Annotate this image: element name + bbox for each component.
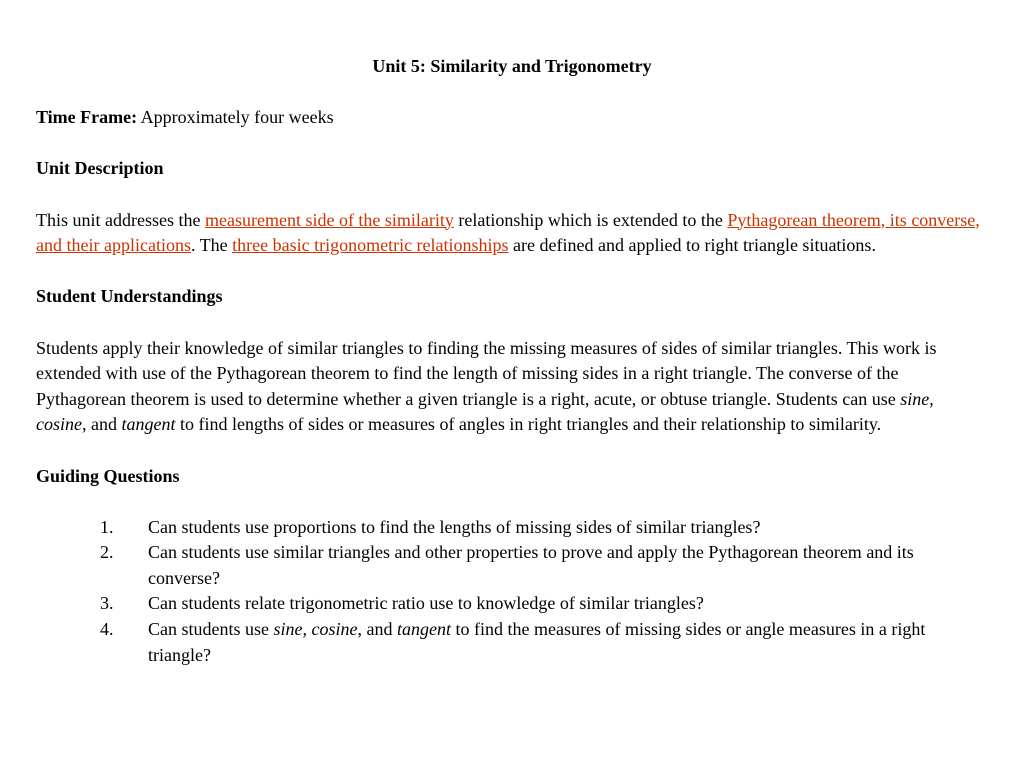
list-item [36,515,988,541]
tangent-term: tangent [121,414,176,435]
list-item-number: 4. [100,619,114,640]
unit-description-heading: Unit Description [36,158,164,179]
time-frame-value: Approximately four weeks [140,107,334,128]
list-item-text: Can students relate trigonometric ratio use to knowledge of similar triangles? [148,593,704,614]
time-frame-label: Time Frame: [36,107,138,128]
list-item-number: 1. [100,516,114,537]
tangent-term: tangent [396,619,451,640]
list-item-text: Can students use proportions to find the lengths of missing sides of similar triangles? [148,516,761,537]
list-item-text: Can students use similar triangles and other properties to prove and apply the Pythagorean theorem and its converse? [148,542,914,588]
unit-description-paragraph [36,208,988,259]
list-item-text: Can students use [148,619,274,640]
list-item [36,617,988,668]
page-title: Unit 5: Similarity and Trigonometry [372,56,652,76]
list-item [36,540,988,591]
student-understandings-heading: Student Understandings [36,286,223,307]
list-item-number: 2. [100,542,114,563]
cosine-term: cosine [36,414,82,435]
guiding-questions-heading: Guiding Questions [36,465,180,486]
unit-description-text: . The [190,235,233,256]
unit-description-text: are defined and applied to right triangle situations. [508,235,876,256]
student-understandings-text: Students apply their knowledge of similar triangles to finding the missing measures of sides of similar triangles. This work is extended with use of the Pythagorean theorem to find the length of missing sides in a right triangle. The converse of the Pythagorean theorem is used to determine whether a given triangle is a right, acute, or obtuse triangle. Students can use [36,337,937,409]
student-understandings-text: , and [81,414,122,435]
list-item-text: to find the measures of missing sides or angle measures in a right triangle? [148,619,926,665]
measurement-similarity-link[interactable]: measurement side of the similarity [204,209,454,230]
list-item-number: 3. [100,593,114,614]
list-item-text: , and [357,619,397,640]
student-understandings-text: , [929,388,934,409]
unit-description-text: relationship which is extended to the [453,209,728,230]
student-understandings-paragraph [36,336,988,438]
trigonometric-relationships-link[interactable]: three basic trigonometric relationships [232,235,509,256]
sine-cosine-term: sine, cosine [273,619,358,640]
time-frame [36,105,988,131]
list-item [36,591,988,617]
unit-description-text: This unit addresses the [36,209,205,230]
guiding-questions-list [36,515,988,669]
pythagorean-theorem-link[interactable]: Pythagorean theorem, its converse, and their applications [36,209,980,256]
student-understandings-text: to find lengths of sides or measures of angles in right triangles and their relationship to similarity. [175,414,882,435]
sine-term: sine [900,388,930,409]
